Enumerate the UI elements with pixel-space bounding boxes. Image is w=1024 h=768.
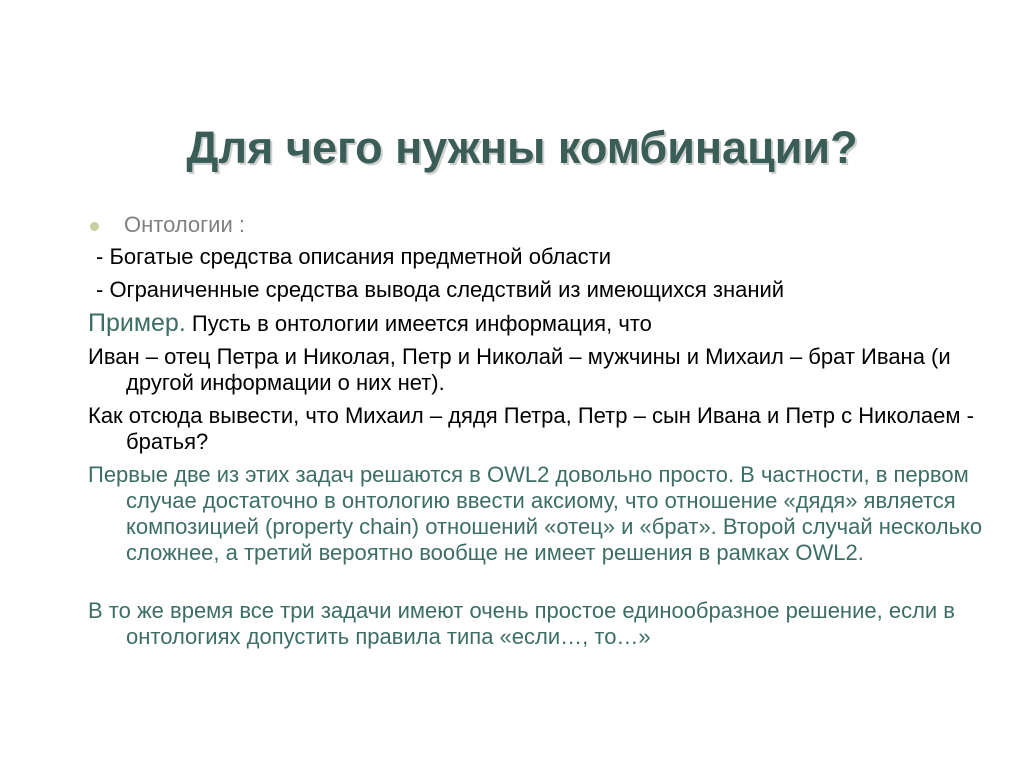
bullet-dot-icon <box>90 222 99 231</box>
example-row <box>88 310 1018 337</box>
paragraph-owl2: Первые две из этих задач решаются в OWL2 довольно просто. В частности, в первом случае достаточно в онтологию ввести аксиому, что отношение «дядя» является композицией (property chain) отношений «отец» и «брат». Второй случай несколько сложнее, а третий вероятно вообще не имеет решения в рамках OWL2. <box>88 462 983 565</box>
paragraph-question: Как отсюда вывести, что Михаил – дядя Петра, Петр – сын Ивана и Петр с Николаем - братья? <box>88 403 974 454</box>
example-label: Пример. <box>88 309 186 337</box>
bullet-item <box>88 212 1018 238</box>
dash-line-2: - Ограниченные средства вывода следствий из имеющихся знаний <box>96 277 785 302</box>
paragraph-rules: В то же время все три задачи имеют очень простое единообразное решение, если в онтологиях допустить правила типа «если…, то…» <box>88 598 955 649</box>
slide-title: Для чего нужны комбинации? <box>186 122 858 173</box>
slide-body <box>88 212 1018 657</box>
bullet-label: Онтологии : <box>124 212 245 237</box>
paragraph-facts: Иван – отец Петра и Николая, Петр и Николай – мужчины и Михаил – брат Ивана (и другой информации о них нет). <box>88 344 951 395</box>
example-text: Пусть в онтологии имеется информация, что <box>185 311 652 336</box>
dash-line-1: - Богатые средства описания предметной области <box>96 244 611 269</box>
